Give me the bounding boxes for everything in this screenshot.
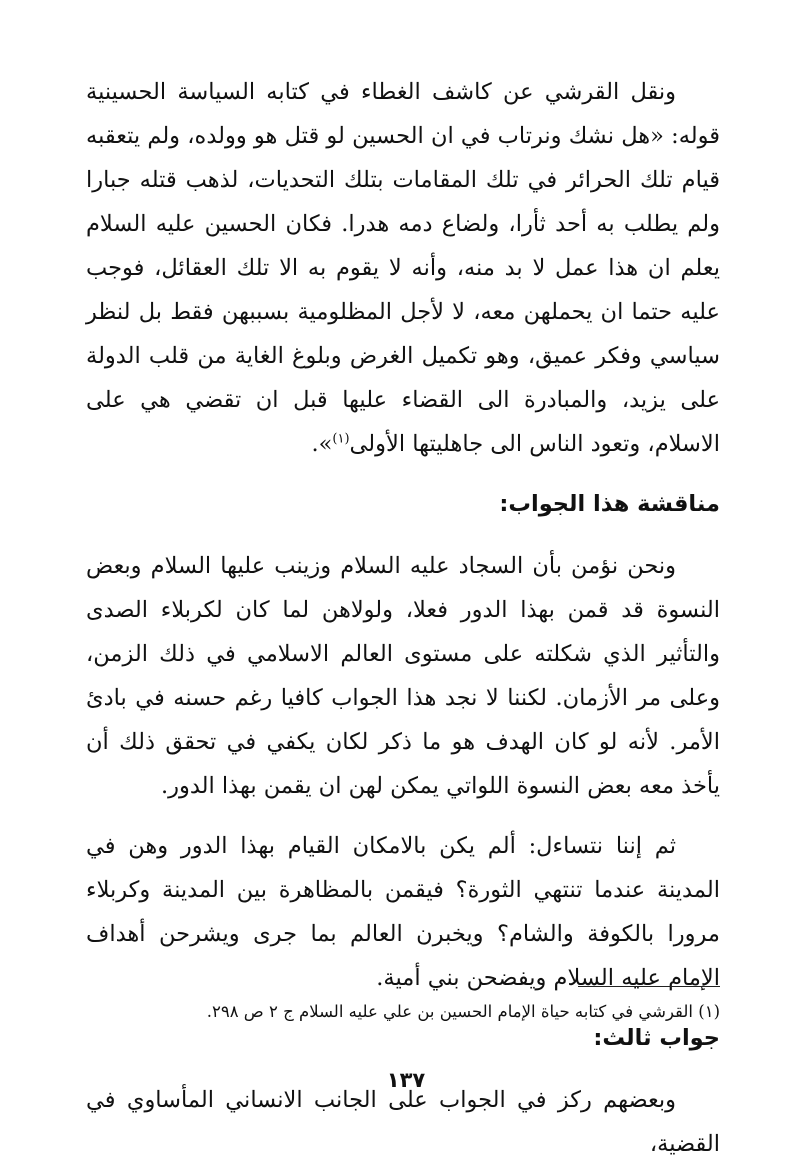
paragraph-discussion: ونحن نؤمن بأن السجاد عليه السلام وزينب عليها السلام وبعض النسوة قد قمن بهذا الدور فعلا، ولولاهن لما كان لكربلاء الصدى والتأثير الذي شكلته على مستوى العالم الاسلامي في ذلك الزمن، وعلى مر الأزمان. لكننا لا نجد هذا الجواب كافيا رغم حسنه في بادئ الأمر. لأنه لو كان الهدف هو ما ذكر لكان يكفي في تحقق ذلك أن يأخذ معه بعض النسوة اللواتي يمكن لهن ان يقمن بهذا الدور. bbox=[86, 553, 720, 799]
paragraph-quote bbox=[86, 70, 720, 466]
section-heading-third-answer: جواب ثالث: bbox=[593, 1025, 720, 1051]
footnote-separator bbox=[578, 986, 720, 987]
section-heading-discussion: مناقشة هذا الجواب: bbox=[499, 491, 720, 517]
quote-end: ». bbox=[311, 431, 333, 457]
footnote: (١) القرشي في كتابه حياة الإمام الحسين بن علي عليه السلام ج ٢ ص ٢٩٨. bbox=[206, 1002, 720, 1021]
paragraph-question: ثم إننا نتساءل: ألم يكن بالامكان القيام بهذا الدور وهن في المدينة عندما تنتهي الثورة؟ فيقمن بالمظاهرة بين المدينة وكربلاء مرورا بالكوفة والشام؟ ويخبرن العالم بما جرى ويشرحن أهداف الإمام عليه السلام ويفضحن بني أمية. bbox=[86, 833, 720, 991]
paragraph-third-answer: وبعضهم ركز في الجواب على الجانب الانساني المأساوي في القضية، bbox=[86, 1087, 720, 1157]
page-number: ١٣٧ bbox=[386, 1068, 426, 1092]
paragraph-quote-text: ونقل القرشي عن كاشف الغطاء في كتابه السياسة الحسينية قوله: «هل نشك ونرتاب في ان الحسين لو قتل هو وولده، ولم يتعقبه قيام تلك الحرائر في تلك المقامات بتلك التحديات، لذهب قتله جبارا ولم يطلب به أحد ثأرا، ولضاع دمه هدرا. فكان الحسين عليه السلام يعلم ان هذا عمل لا بد منه، وأنه لا يقوم به الا تلك العقائل، فوجب عليه حتما ان يحملهن معه، لا لأجل المظلومية بسببهن فقط بل لنظر سياسي وفكر عميق، وهو تكميل الغرض وبلوغ الغاية من قلب الدولة على يزيد، والمبادرة الى القضاء عليها قبل ان تقضي هي على الاسلام، وتعود الناس الى جاهليتها الأولى bbox=[86, 79, 720, 457]
footnote-reference: (١) bbox=[332, 431, 350, 447]
